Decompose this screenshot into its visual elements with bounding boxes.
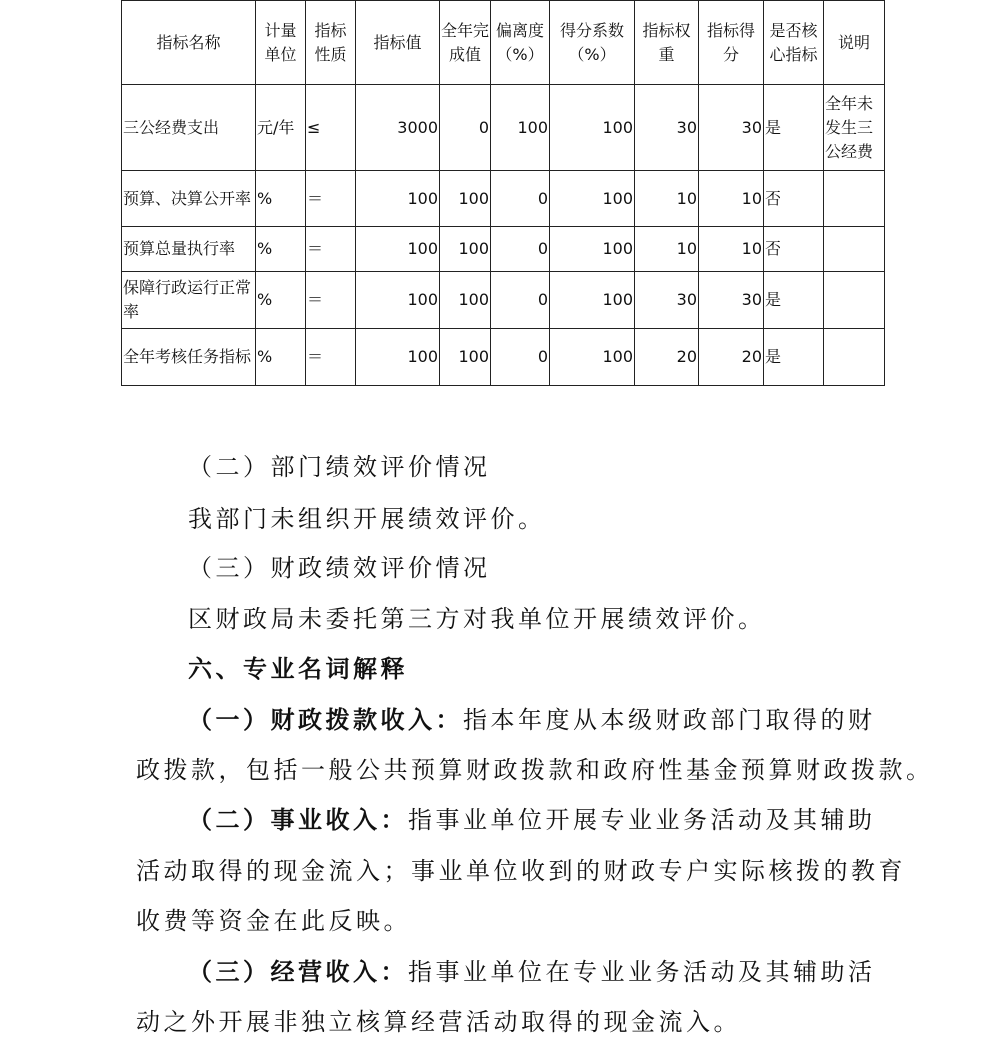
cell-target: 100 <box>356 272 440 329</box>
definition-text: 指事业单位在专业业务活动及其辅助活 <box>408 958 876 986</box>
cell-weight: 30 <box>635 272 699 329</box>
cell-score: 10 <box>699 171 764 227</box>
cell-unit: % <box>256 227 306 272</box>
header-score: 指标得分 <box>699 1 764 85</box>
cell-weight: 10 <box>635 227 699 272</box>
cell-coefficient: 100 <box>550 329 635 386</box>
header-indicator-name: 指标名称 <box>122 1 256 85</box>
cell-core: 是 <box>764 85 824 171</box>
table-row <box>122 329 885 386</box>
cell-core: 否 <box>764 171 824 227</box>
cell-core: 是 <box>764 329 824 386</box>
cell-actual: 0 <box>440 85 491 171</box>
definition-term: （一）财政拨款收入： <box>188 705 463 734</box>
cell-unit: 元/年 <box>256 85 306 171</box>
cell-actual: 100 <box>440 171 491 227</box>
cell-actual: 100 <box>440 227 491 272</box>
header-nature: 指标性质 <box>306 1 356 85</box>
cell-deviation: 0 <box>491 329 550 386</box>
definition-operating-income <box>0 957 1000 987</box>
definition-business-income-cont2: 收费等资金在此反映。 <box>136 907 411 935</box>
cell-note <box>824 272 885 329</box>
performance-indicator-table <box>121 0 885 386</box>
definition-text: 指本年度从本级财政部门取得的财 <box>463 706 876 734</box>
header-target-value: 指标值 <box>356 1 440 85</box>
header-weight: 指标权重 <box>635 1 699 85</box>
cell-score: 30 <box>699 272 764 329</box>
cell-weight: 30 <box>635 85 699 171</box>
cell-deviation: 0 <box>491 227 550 272</box>
section-heading-finance-evaluation: （三）财政绩效评价情况 <box>188 554 491 582</box>
table-row <box>122 85 885 171</box>
header-core-indicator: 是否核心指标 <box>764 1 824 85</box>
definition-business-income-cont: 活动取得的现金流入；事业单位收到的财政专户实际核拨的教育 <box>136 857 906 885</box>
cell-target: 100 <box>356 171 440 227</box>
cell-name: 三公经费支出 <box>122 85 256 171</box>
cell-nature: ＝ <box>306 329 356 386</box>
cell-core: 否 <box>764 227 824 272</box>
definition-term: （二）事业收入： <box>188 805 408 834</box>
definition-text: 指事业单位开展专业业务活动及其辅助 <box>408 806 876 834</box>
cell-coefficient: 100 <box>550 85 635 171</box>
definition-fiscal-appropriation <box>0 705 1000 735</box>
cell-weight: 20 <box>635 329 699 386</box>
cell-actual: 100 <box>440 272 491 329</box>
cell-score: 20 <box>699 329 764 386</box>
cell-unit: % <box>256 329 306 386</box>
table-row <box>122 171 885 227</box>
definition-term: （三）经营收入： <box>188 957 408 986</box>
cell-target: 3000 <box>356 85 440 171</box>
cell-nature: ＝ <box>306 171 356 227</box>
cell-score: 10 <box>699 227 764 272</box>
cell-nature: ≤ <box>306 85 356 171</box>
cell-coefficient: 100 <box>550 227 635 272</box>
cell-coefficient: 100 <box>550 171 635 227</box>
section-heading-dept-evaluation: （二）部门绩效评价情况 <box>188 453 491 481</box>
table-row <box>122 272 885 329</box>
cell-unit: % <box>256 272 306 329</box>
cell-note <box>824 171 885 227</box>
cell-note: 全年未发生三公经费 <box>824 85 885 171</box>
cell-target: 100 <box>356 227 440 272</box>
cell-weight: 10 <box>635 171 699 227</box>
definition-fiscal-appropriation-cont: 政拨款，包括一般公共预算财政拨款和政府性基金预算财政拨款。 <box>136 756 934 784</box>
cell-unit: % <box>256 171 306 227</box>
cell-target: 100 <box>356 329 440 386</box>
cell-core: 是 <box>764 272 824 329</box>
cell-nature: ＝ <box>306 227 356 272</box>
definition-business-income <box>0 805 1000 835</box>
cell-note <box>824 329 885 386</box>
table-header-row <box>122 1 885 85</box>
header-note: 说明 <box>824 1 885 85</box>
section-heading-terms: 六、专业名词解释 <box>188 654 408 683</box>
definition-operating-income-cont: 动之外开展非独立核算经营活动取得的现金流入。 <box>136 1008 741 1036</box>
cell-deviation: 0 <box>491 272 550 329</box>
cell-name: 全年考核任务指标 <box>122 329 256 386</box>
cell-name: 预算总量执行率 <box>122 227 256 272</box>
cell-coefficient: 100 <box>550 272 635 329</box>
cell-deviation: 100 <box>491 85 550 171</box>
table-row <box>122 227 885 272</box>
paragraph-dept-evaluation: 我部门未组织开展绩效评价。 <box>188 505 546 533</box>
cell-name: 保障行政运行正常率 <box>122 272 256 329</box>
cell-deviation: 0 <box>491 171 550 227</box>
header-score-coefficient: 得分系数（%） <box>550 1 635 85</box>
cell-actual: 100 <box>440 329 491 386</box>
header-unit: 计量单位 <box>256 1 306 85</box>
cell-score: 30 <box>699 85 764 171</box>
paragraph-finance-evaluation: 区财政局未委托第三方对我单位开展绩效评价。 <box>188 605 766 633</box>
header-deviation: 偏离度（%） <box>491 1 550 85</box>
cell-name: 预算、决算公开率 <box>122 171 256 227</box>
cell-note <box>824 227 885 272</box>
cell-nature: ＝ <box>306 272 356 329</box>
header-actual-value: 全年完成值 <box>440 1 491 85</box>
